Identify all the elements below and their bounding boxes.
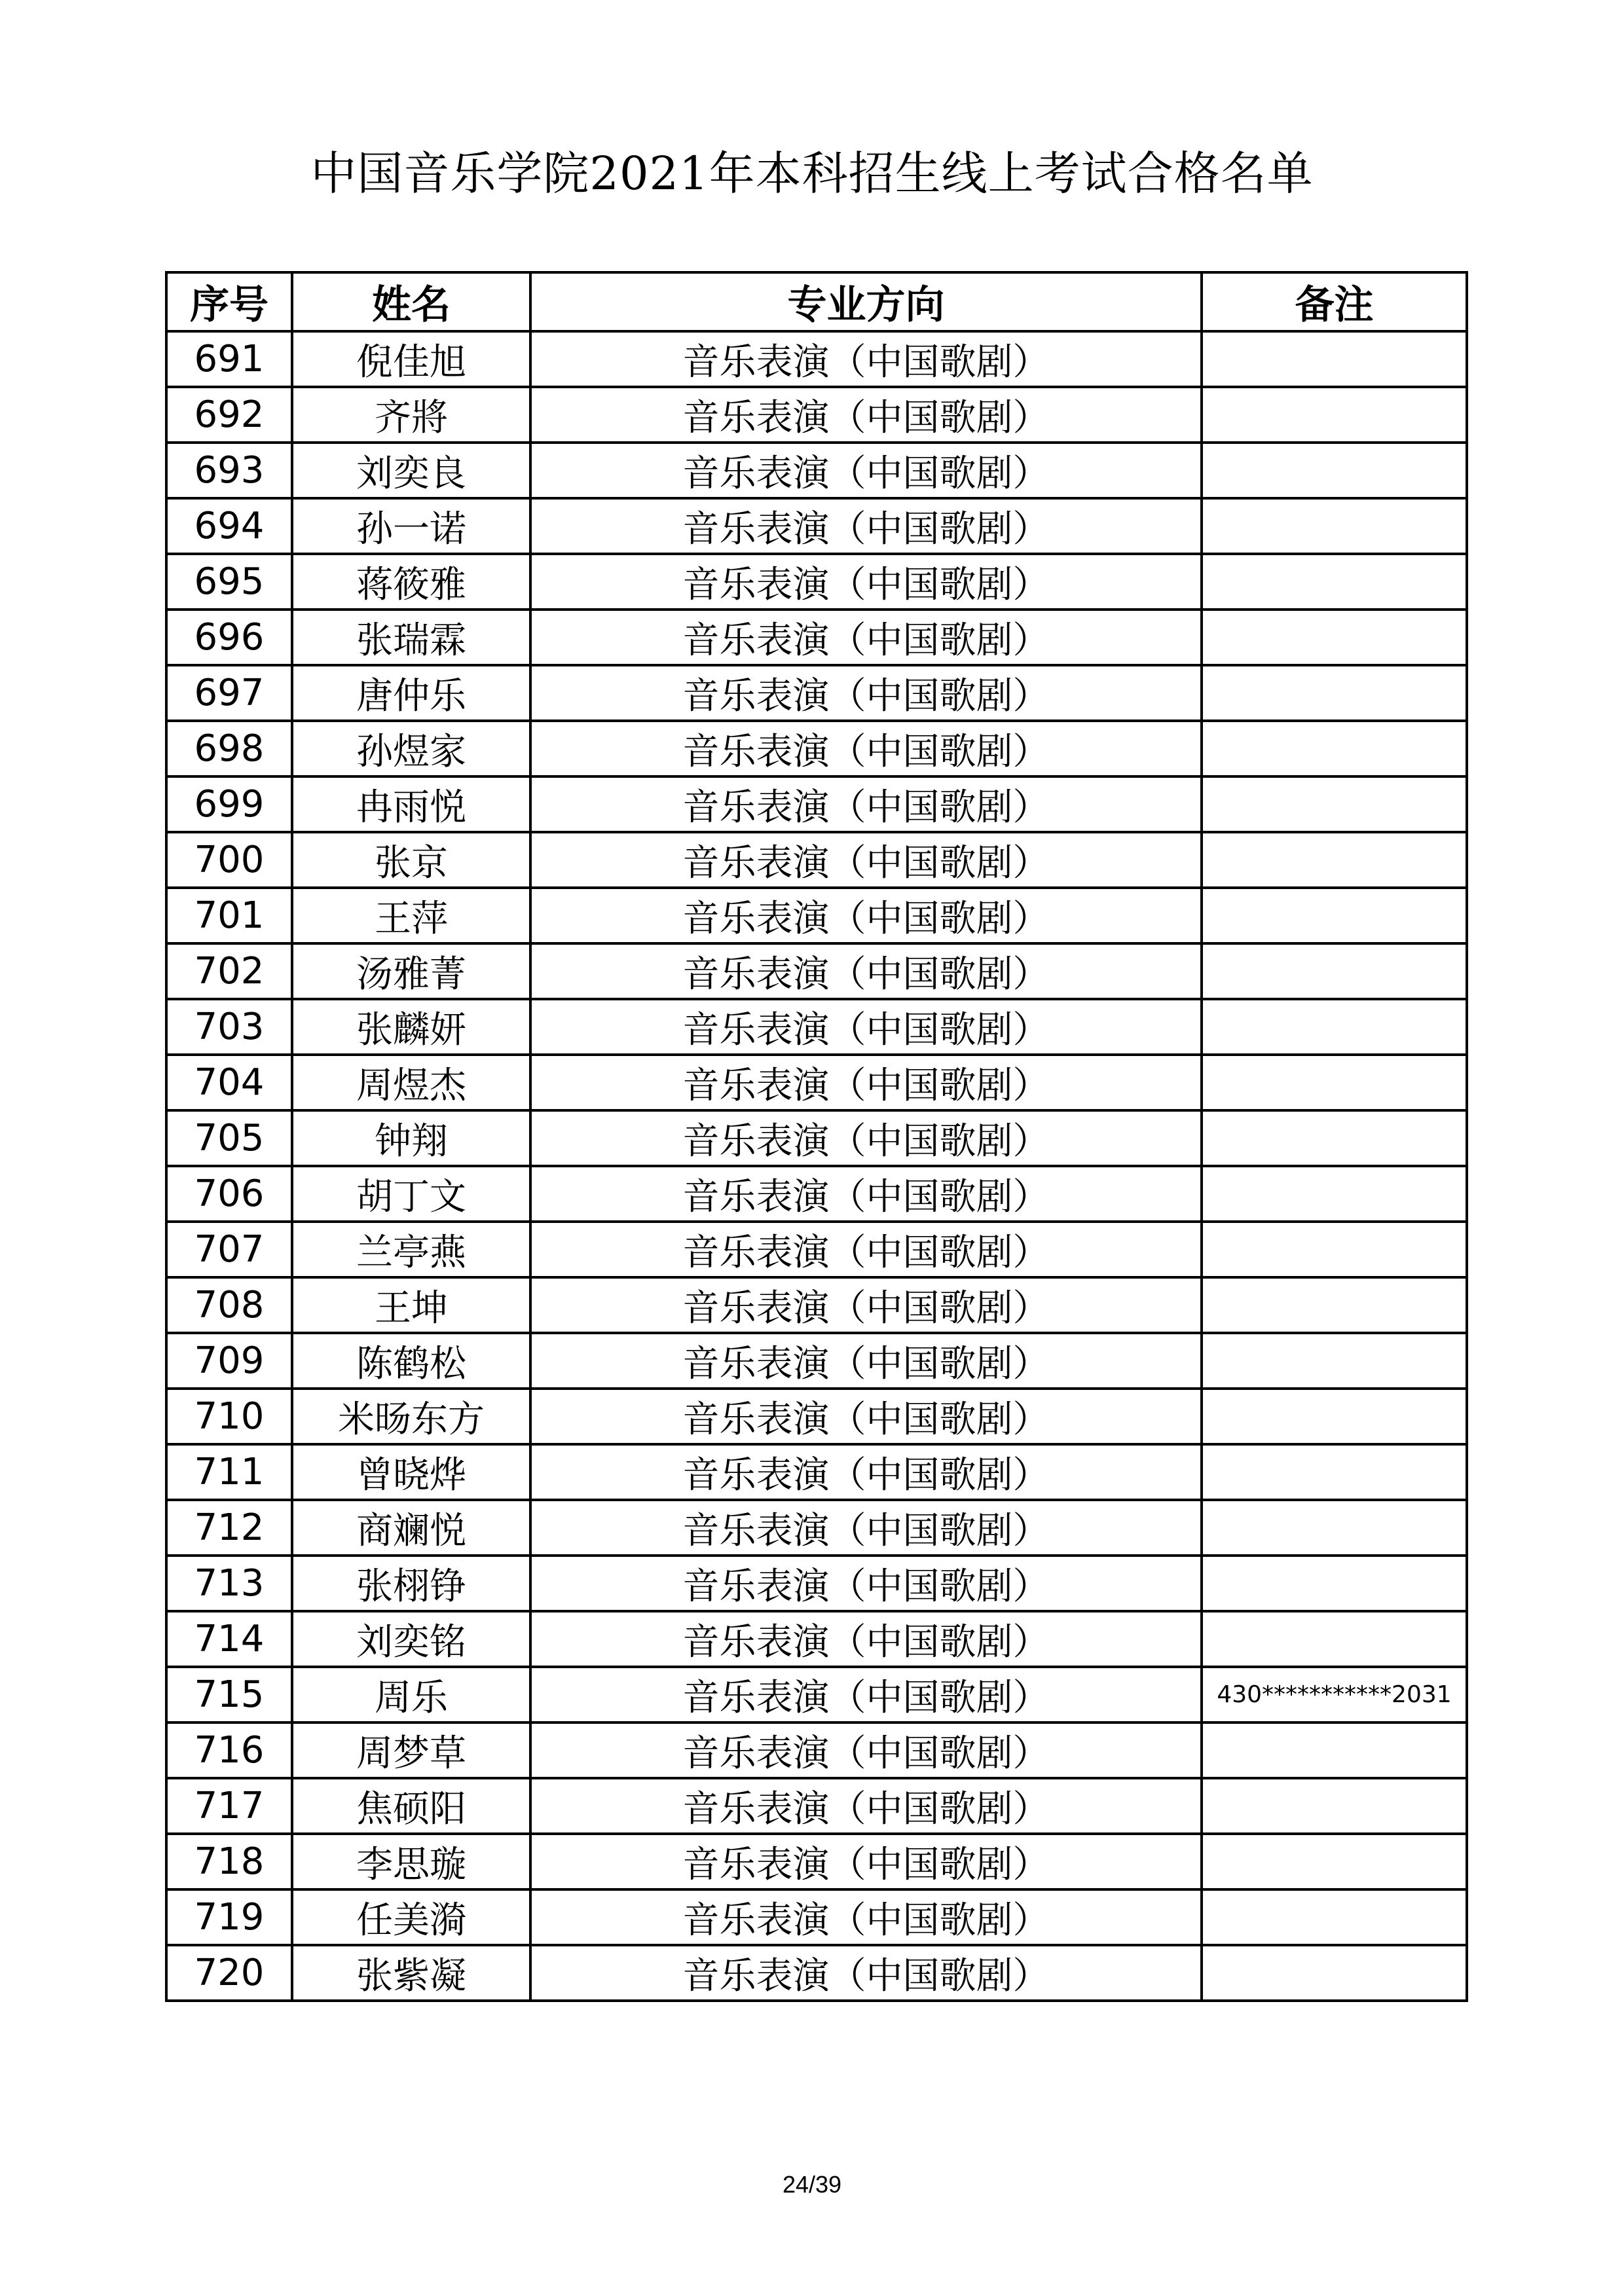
table-row	[166, 1611, 1467, 1667]
cell-major: 音乐表演（中国歌剧）	[530, 1667, 1202, 1722]
cell-note	[1202, 498, 1467, 554]
cell-major: 音乐表演（中国歌剧）	[530, 498, 1202, 554]
table-row	[166, 665, 1467, 721]
cell-major: 音乐表演（中国歌剧）	[530, 554, 1202, 610]
table-row	[166, 443, 1467, 498]
table-row	[166, 943, 1467, 999]
table-row	[166, 1945, 1467, 2001]
column-header-major: 专业方向	[530, 272, 1202, 331]
table-row	[166, 1110, 1467, 1166]
table-row	[166, 331, 1467, 387]
cell-major: 音乐表演（中国歌剧）	[530, 1889, 1202, 1945]
cell-seq: 715	[166, 1667, 292, 1722]
cell-name: 周梦草	[292, 1722, 530, 1778]
cell-seq: 714	[166, 1611, 292, 1667]
cell-seq: 693	[166, 443, 292, 498]
cell-major: 音乐表演（中国歌剧）	[530, 1556, 1202, 1611]
cell-major: 音乐表演（中国歌剧）	[530, 1333, 1202, 1389]
table-row	[166, 1166, 1467, 1222]
table-row	[166, 1722, 1467, 1778]
cell-major: 音乐表演（中国歌剧）	[530, 443, 1202, 498]
cell-major: 音乐表演（中国歌剧）	[530, 1778, 1202, 1834]
cell-note	[1202, 832, 1467, 888]
cell-note	[1202, 1222, 1467, 1277]
table-row	[166, 1277, 1467, 1333]
cell-seq: 692	[166, 387, 292, 443]
cell-major: 音乐表演（中国歌剧）	[530, 610, 1202, 665]
cell-seq: 717	[166, 1778, 292, 1834]
table-row	[166, 832, 1467, 888]
cell-name: 张紫凝	[292, 1945, 530, 2001]
cell-seq: 701	[166, 888, 292, 943]
cell-note	[1202, 1055, 1467, 1110]
cell-major: 音乐表演（中国歌剧）	[530, 776, 1202, 832]
table-row	[166, 387, 1467, 443]
table-row	[166, 554, 1467, 610]
table-row	[166, 1055, 1467, 1110]
cell-name: 张京	[292, 832, 530, 888]
cell-major: 音乐表演（中国歌剧）	[530, 387, 1202, 443]
cell-note	[1202, 1389, 1467, 1444]
cell-name: 周乐	[292, 1667, 530, 1722]
cell-note	[1202, 999, 1467, 1055]
cell-note	[1202, 1277, 1467, 1333]
cell-name: 兰亭燕	[292, 1222, 530, 1277]
cell-name: 米旸东方	[292, 1389, 530, 1444]
admission-list-table	[165, 271, 1468, 2002]
cell-name: 蒋筱雅	[292, 554, 530, 610]
table-row	[166, 1389, 1467, 1444]
cell-name: 胡丁文	[292, 1166, 530, 1222]
column-header-note: 备注	[1202, 272, 1467, 331]
cell-seq: 703	[166, 999, 292, 1055]
cell-seq: 711	[166, 1444, 292, 1500]
cell-seq: 709	[166, 1333, 292, 1389]
cell-name: 李思璇	[292, 1834, 530, 1889]
cell-major: 音乐表演（中国歌剧）	[530, 665, 1202, 721]
cell-major: 音乐表演（中国歌剧）	[530, 1722, 1202, 1778]
cell-note	[1202, 1722, 1467, 1778]
cell-seq: 697	[166, 665, 292, 721]
table-row	[166, 1222, 1467, 1277]
cell-major: 音乐表演（中国歌剧）	[530, 1277, 1202, 1333]
cell-name: 张栩铮	[292, 1556, 530, 1611]
cell-major: 音乐表演（中国歌剧）	[530, 1222, 1202, 1277]
page-number: 24/39	[782, 2171, 842, 2198]
cell-name: 周煜杰	[292, 1055, 530, 1110]
table-header	[166, 272, 1467, 331]
cell-seq: 718	[166, 1834, 292, 1889]
table-row	[166, 1778, 1467, 1834]
cell-note	[1202, 331, 1467, 387]
table-row	[166, 1444, 1467, 1500]
cell-major: 音乐表演（中国歌剧）	[530, 1611, 1202, 1667]
cell-note	[1202, 387, 1467, 443]
cell-name: 冉雨悦	[292, 776, 530, 832]
cell-name: 张麟妍	[292, 999, 530, 1055]
column-header-name: 姓名	[292, 272, 530, 331]
cell-seq: 699	[166, 776, 292, 832]
table-row	[166, 888, 1467, 943]
cell-major: 音乐表演（中国歌剧）	[530, 1389, 1202, 1444]
cell-major: 音乐表演（中国歌剧）	[530, 1500, 1202, 1556]
table-row	[166, 1667, 1467, 1722]
cell-major: 音乐表演（中国歌剧）	[530, 1834, 1202, 1889]
table-row	[166, 999, 1467, 1055]
table-body	[166, 331, 1467, 2001]
cell-seq: 710	[166, 1389, 292, 1444]
cell-note	[1202, 1556, 1467, 1611]
cell-seq: 691	[166, 331, 292, 387]
cell-seq: 713	[166, 1556, 292, 1611]
cell-name: 钟翔	[292, 1110, 530, 1166]
cell-note	[1202, 1834, 1467, 1889]
cell-name: 齐將	[292, 387, 530, 443]
table-row	[166, 1889, 1467, 1945]
cell-name: 商斓悦	[292, 1500, 530, 1556]
cell-seq: 720	[166, 1945, 292, 2001]
cell-name: 唐仲乐	[292, 665, 530, 721]
cell-major: 音乐表演（中国歌剧）	[530, 943, 1202, 999]
cell-name: 张瑞霖	[292, 610, 530, 665]
cell-major: 音乐表演（中国歌剧）	[530, 832, 1202, 888]
cell-major: 音乐表演（中国歌剧）	[530, 888, 1202, 943]
cell-note	[1202, 1778, 1467, 1834]
cell-note	[1202, 1110, 1467, 1166]
cell-seq: 708	[166, 1277, 292, 1333]
page-title: 中国音乐学院2021年本科招生线上考试合格名单	[310, 147, 1314, 200]
cell-note	[1202, 1333, 1467, 1389]
cell-seq: 712	[166, 1500, 292, 1556]
cell-name: 焦硕阳	[292, 1778, 530, 1834]
cell-name: 孙煜家	[292, 721, 530, 776]
cell-seq: 705	[166, 1110, 292, 1166]
cell-note	[1202, 1166, 1467, 1222]
cell-seq: 698	[166, 721, 292, 776]
cell-name: 刘奕铭	[292, 1611, 530, 1667]
cell-seq: 700	[166, 832, 292, 888]
table-row	[166, 776, 1467, 832]
cell-note	[1202, 554, 1467, 610]
cell-major: 音乐表演（中国歌剧）	[530, 1110, 1202, 1166]
cell-seq: 707	[166, 1222, 292, 1277]
table-row	[166, 1834, 1467, 1889]
table-row	[166, 1500, 1467, 1556]
cell-note	[1202, 610, 1467, 665]
cell-seq: 716	[166, 1722, 292, 1778]
cell-seq: 702	[166, 943, 292, 999]
cell-note	[1202, 943, 1467, 999]
cell-name: 倪佳旭	[292, 331, 530, 387]
cell-note	[1202, 1945, 1467, 2001]
table-row	[166, 610, 1467, 665]
cell-name: 陈鹤松	[292, 1333, 530, 1389]
cell-note	[1202, 888, 1467, 943]
cell-note: 430***********2031	[1202, 1667, 1467, 1722]
column-header-seq: 序号	[166, 272, 292, 331]
table-row	[166, 1333, 1467, 1389]
header-row	[166, 272, 1467, 331]
cell-note	[1202, 1500, 1467, 1556]
cell-note	[1202, 776, 1467, 832]
cell-name: 王坤	[292, 1277, 530, 1333]
cell-name: 任美漪	[292, 1889, 530, 1945]
cell-note	[1202, 1444, 1467, 1500]
table-row	[166, 498, 1467, 554]
cell-name: 孙一诺	[292, 498, 530, 554]
cell-note	[1202, 721, 1467, 776]
cell-seq: 719	[166, 1889, 292, 1945]
cell-major: 音乐表演（中国歌剧）	[530, 1055, 1202, 1110]
cell-major: 音乐表演（中国歌剧）	[530, 1945, 1202, 2001]
cell-note	[1202, 1611, 1467, 1667]
cell-note	[1202, 443, 1467, 498]
cell-major: 音乐表演（中国歌剧）	[530, 1166, 1202, 1222]
cell-seq: 695	[166, 554, 292, 610]
cell-note	[1202, 665, 1467, 721]
cell-name: 王萍	[292, 888, 530, 943]
cell-seq: 706	[166, 1166, 292, 1222]
cell-major: 音乐表演（中国歌剧）	[530, 999, 1202, 1055]
table-row	[166, 721, 1467, 776]
cell-seq: 694	[166, 498, 292, 554]
cell-note	[1202, 1889, 1467, 1945]
cell-seq: 704	[166, 1055, 292, 1110]
cell-name: 刘奕良	[292, 443, 530, 498]
cell-name: 曾晓烨	[292, 1444, 530, 1500]
cell-major: 音乐表演（中国歌剧）	[530, 721, 1202, 776]
cell-major: 音乐表演（中国歌剧）	[530, 1444, 1202, 1500]
cell-major: 音乐表演（中国歌剧）	[530, 331, 1202, 387]
cell-name: 汤雅菁	[292, 943, 530, 999]
table-row	[166, 1556, 1467, 1611]
cell-seq: 696	[166, 610, 292, 665]
